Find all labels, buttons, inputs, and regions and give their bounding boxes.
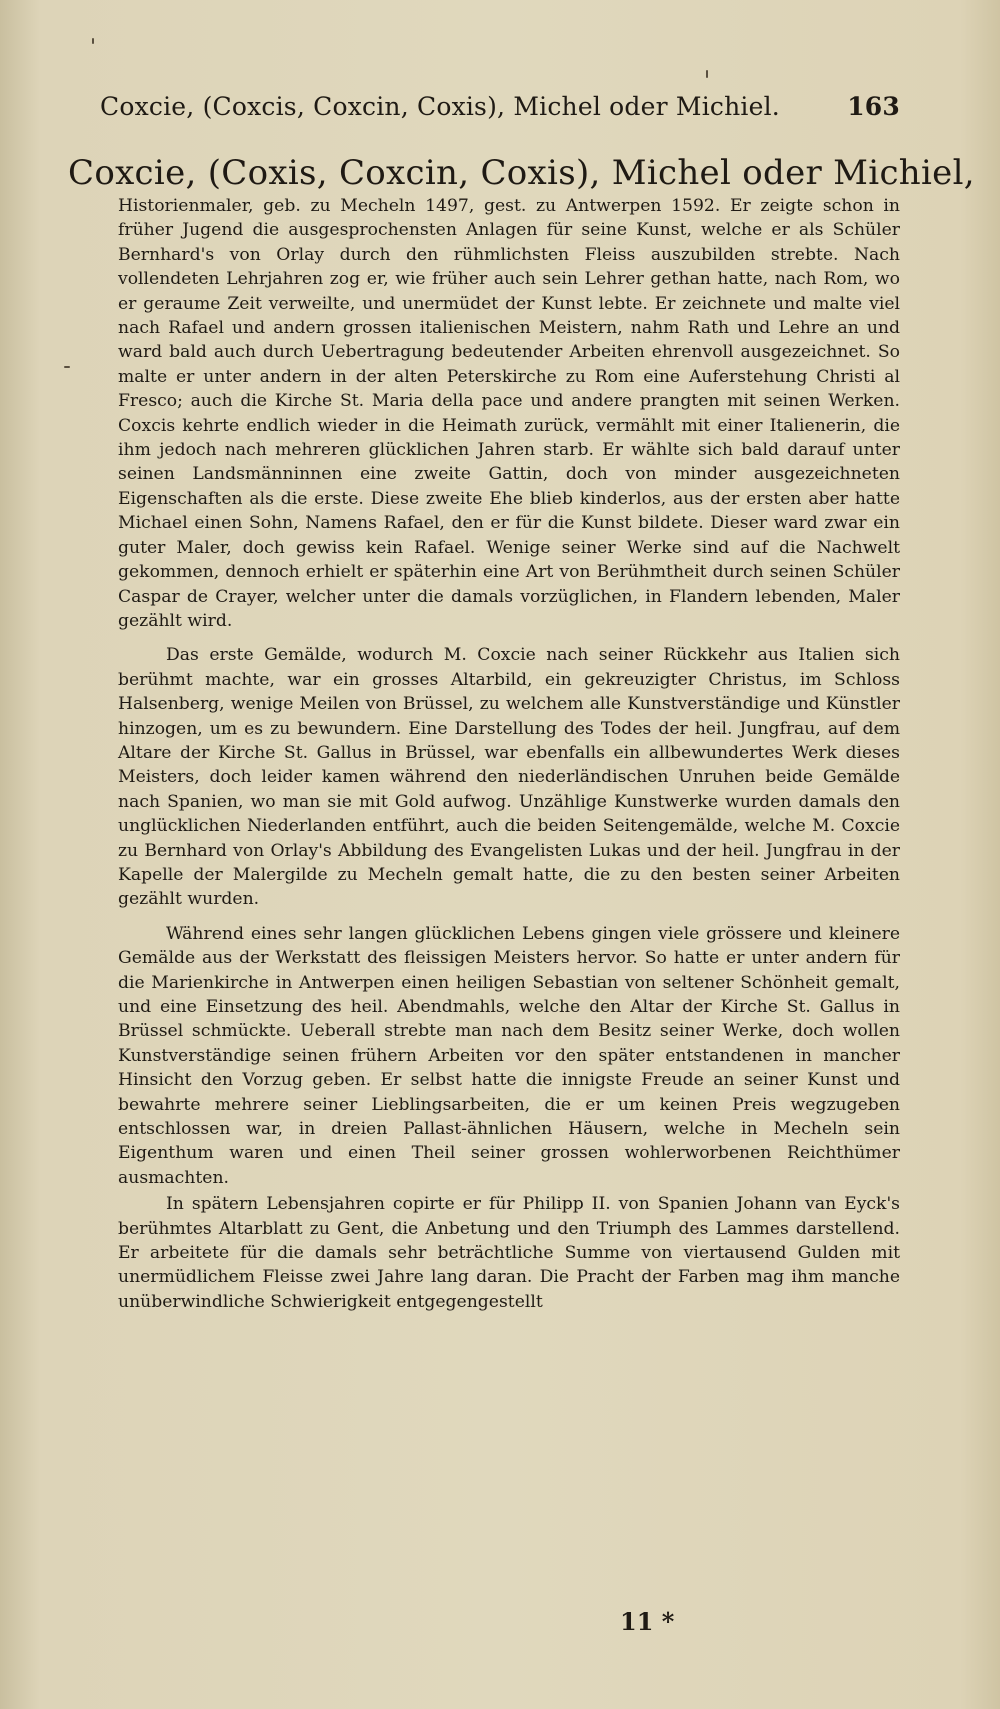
paragraph-2: Das erste Gemälde, wodurch M. Coxcie nach seiner Rückkehr aus Italien sich berühmt machte, war ein grosses Altarbild, ein gekreuzigter Christus, im Schloss Halsenberg, wenige Meilen von Brüssel, zu welchem alle Kunstverständige und Künstler hinzogen, um es zu bewundern. Eine Darstellung des Todes der heil. Jungfrau, auf dem Altare der Kirche St. Gallus in Brüssel, war ebenfalls ein allbewundertes Werk dieses Meisters, doch leider kamen während den niederländischen Unruhen beide Gemälde nach Spanien, wo man sie mit Gold aufwog. Unzählige Kunstwerke wurden damals den unglücklichen Niederlanden entführt, auch die beiden Seitengemälde, welche M. Coxcie zu Bernhard von Orlay's Abbildung des Evangelisten Lukas und der heil. Jungfrau in der Kapelle der Malergilde zu Mecheln gemalt hatte, die zu den besten seiner Arbeiten gezählt wurden. <box>118 645 900 910</box>
signature-mark: 11 * <box>620 1607 675 1636</box>
article-title: Coxcie, (Coxis, Coxcin, Coxis), Michel oder Michiel, <box>68 153 975 193</box>
ink-speck <box>92 38 94 44</box>
paragraph-4: In spätern Lebensjahren copirte er für Philipp II. von Spanien Johann van Eyck's berühmtes Altarblatt zu Gent, die Anbetung und den Triumph des Lammes darstellend. Er arbeitete für die damals sehr beträchtliche Summe von viertausend Gulden mit unermüdlichem Fleisse zwei Jahre lang daran. Die Pracht der Farben mag ihm manche unüberwindliche Schwierigkeit entgegengestellt <box>118 1194 900 1312</box>
running-title: Coxcie, (Coxcis, Coxcin, Coxis), Michel oder Michiel. <box>100 92 780 121</box>
running-header <box>100 92 900 121</box>
page-number: 163 <box>847 92 900 121</box>
ink-speck <box>64 366 70 368</box>
paragraph-3: Während eines sehr langen glücklichen Lebens gingen viele grössere und kleinere Gemälde aus der Werkstatt des fleissigen Meisters hervor. So hatte er unter andern für die Marienkirche in Antwerpen einen heiligen Sebastian von seltener Schönheit gemalt, und eine Einsetzung des heil. Abendmahls, welche den Altar der Kirche St. Gallus in Brüssel schmückte. Ueberall strebte man nach dem Besitz seiner Werke, doch wollen Kunstverständige seinen frühern Arbeiten vor den später entstandenen in mancher Hinsicht den Vorzug geben. Er selbst hatte die innigste Freude an seiner Kunst und bewahrte mehrere seiner Lieblingsarbeiten, die er um keinen Preis wegzugeben entschlossen war, in dreien Pallast-ähnlichen Häusern, welche in Mecheln sein Eigenthum waren und einen Theil seiner grossen wohlerworbenen Reichthümer ausmachten. <box>118 923 900 1188</box>
article <box>68 152 975 1314</box>
ink-speck <box>706 70 708 78</box>
paragraph-1: Historienmaler, geb. zu Mecheln 1497, gest. zu Antwerpen 1592. Er zeigte schon in früher Jugend die ausgesprochensten Anlagen für seine Kunst, welche er als Schüler Bernhard's von Orlay durch den rühmlichsten Fleiss auszubilden strebte. Nach vollendeten Lehrjahren zog er, wie früher auch sein Lehrer gethan hatte, nach Rom, wo er geraume Zeit verweilte, und unermüdet der Kunst lebte. Er zeichnete und malte viel nach Rafael und andern grossen italienischen Meistern, nahm Rath und Lehre an und ward bald auch durch Uebertragung bedeutender Arbeiten ehrenvoll ausgezeichnet. So malte er unter andern in der alten Peterskirche zu Rom eine Auferstehung Christi al Fresco; auch die Kirche St. Maria della pace und andere prangten mit seinen Werken. Coxcis kehrte endlich wieder in die Heimath zurück, vermählt mit einer Italienerin, die ihm jedoch nach mehreren glücklichen Jahren starb. Er wählte sich bald darauf unter seinen Landsmänninnen eine zweite Gattin, doch von minder ausgezeichneten Eigenschaften als die erste. Diese zweite Ehe blieb kinderlos, aus der ersten aber hatte Michael einen Sohn, Namens Rafael, den er für die Kunst bildete. Dieser ward zwar ein guter Maler, doch gewiss kein Rafael. Wenige seiner Werke sind auf die Nachwelt gekommen, dennoch erhielt er späterhin eine Art von Berühmtheit durch seinen Schüler Caspar de Crayer, welcher unter die damals vorzüglichen, in Flandern lebenden, Maler gezählt wird. <box>118 196 900 631</box>
